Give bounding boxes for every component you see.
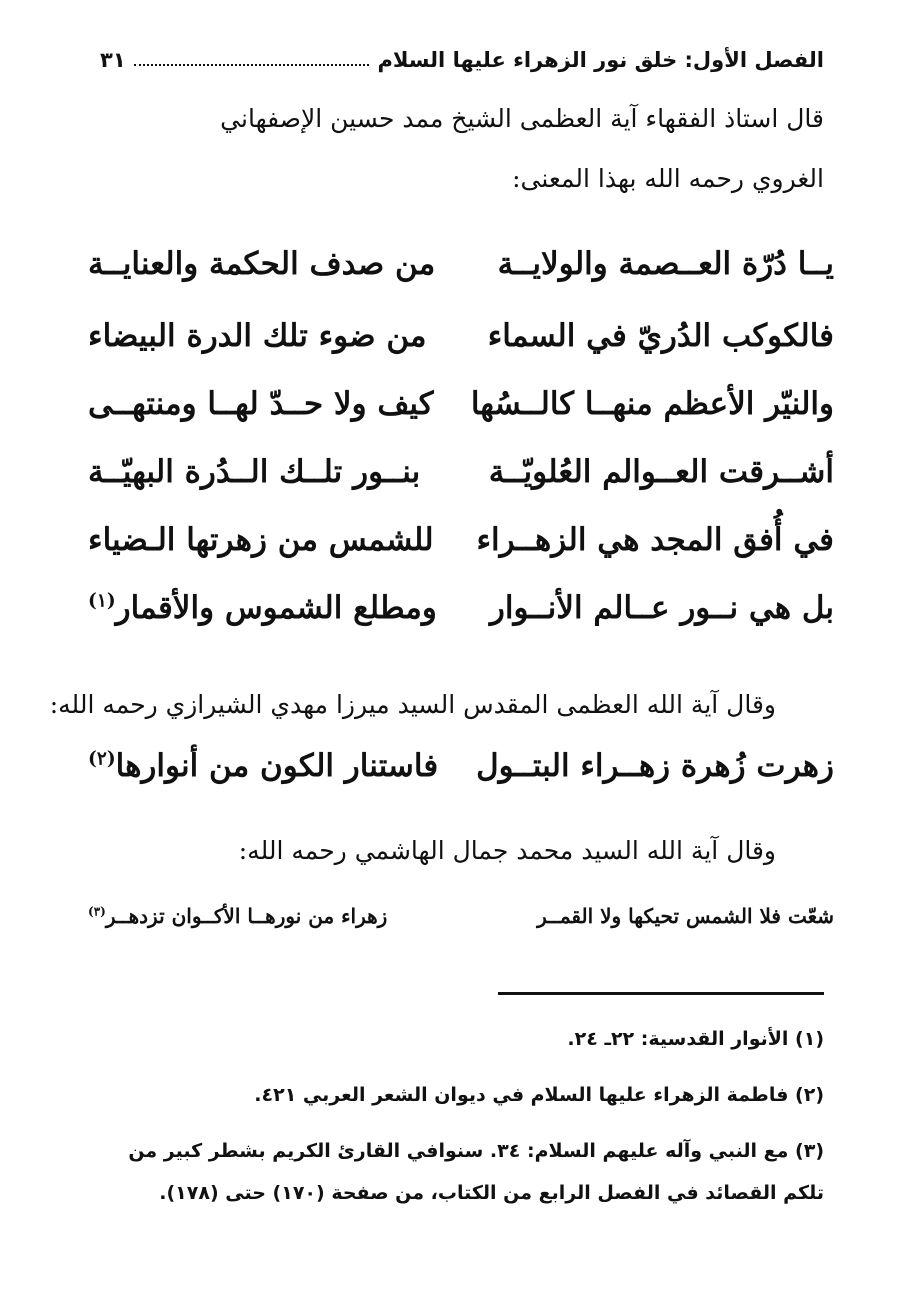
- verse-second-hemistich: كيف ولا حــدّ لهــا ومنتهــى: [88, 386, 434, 422]
- poem-verse: [88, 246, 834, 282]
- verse-second-hemistich: من صدف الحكمة والعنايــة: [88, 246, 436, 282]
- footnote-3: (٣) مع النبي وآله عليهم السلام: ٣٤. سنوافي القارئ الكريم بشطر كبير من تلكم القصائد في الفصل الرابع من الكتاب، من صفحة (١٧٠) حتى (١٧٨).: [128, 1140, 824, 1204]
- footnote-1: (١) الأنوار القدسية: ٢٢ـ ٢٤.: [567, 1028, 824, 1050]
- poem-verse: [88, 904, 834, 928]
- poem-verse: [88, 590, 834, 626]
- intro-paragraph-line-1: قال استاذ الفقهاء آية العظمى الشيخ ممد حسين الإصفهاني: [220, 104, 824, 133]
- verse-second-hemistich: من ضوء تلك الدرة البيضاء: [88, 318, 427, 354]
- verse-first-hemistich: أشــرقت العــوالم العُلويّــة: [488, 454, 834, 490]
- dot-leader: [134, 64, 370, 66]
- verse-second-hemistich: [88, 590, 437, 626]
- verse-second-hemistich: [88, 748, 438, 784]
- verse-first-hemistich: بل هي نــور عــالم الأنــوار: [489, 590, 834, 626]
- verse-first-hemistich: شعّت فلا الشمس تحيكها ولا القمــر: [537, 904, 834, 928]
- intro-paragraph-3: وقال آية الله السيد محمد جمال الهاشمي رحمه الله:: [238, 836, 776, 865]
- verse-text: فاستنار الكون من أنوارها: [115, 748, 439, 784]
- poem-verse: [88, 454, 834, 490]
- running-header: [100, 42, 824, 78]
- footnote-marker: (٣): [88, 904, 106, 919]
- verse-first-hemistich: فالكوكب الدُريّ في السماء: [487, 318, 834, 354]
- page-number: ٣١: [100, 48, 126, 72]
- verse-second-hemistich: بنــور تلــك الــدُرة البهيّــة: [88, 454, 421, 490]
- poem-verse: [88, 386, 834, 422]
- footnote-marker: (٢): [88, 748, 116, 770]
- verse-second-hemistich: [88, 904, 387, 928]
- poem-verse: [88, 522, 834, 558]
- intro-paragraph-line-2: الغروي رحمه الله بهذا المعنى:: [512, 164, 824, 193]
- verse-first-hemistich: زهرت زُهرة زهــراء البتــول: [476, 748, 834, 784]
- intro-paragraph-2: وقال آية الله العظمى المقدس السيد ميرزا مهدي الشيرازي رحمه الله:: [49, 690, 776, 719]
- footnote-2: (٢) فاطمة الزهراء عليها السلام في ديوان الشعر العربي ٤٢١.: [254, 1084, 824, 1106]
- footnote-marker: (١): [88, 590, 116, 612]
- verse-first-hemistich: في أُفق المجد هي الزهــراء: [476, 522, 834, 558]
- verse-first-hemistich: يــا دُرّة العــصمة والولايــة: [497, 246, 834, 282]
- footnote-divider: [498, 992, 824, 995]
- poem-verse: [88, 318, 834, 354]
- verse-text: ومطلع الشموس والأقمار: [115, 590, 437, 626]
- chapter-title: الفصل الأول: خلق نور الزهراء عليها السلام: [377, 48, 824, 72]
- verse-second-hemistich: للشمس من زهرتها الـضياء: [88, 522, 434, 558]
- poem-verse: [88, 748, 834, 784]
- verse-text: زهراء من نورهــا الأكــوان تزدهــر: [105, 904, 388, 928]
- verse-first-hemistich: والنيّر الأعظم منهــا كالــسُها: [470, 386, 834, 422]
